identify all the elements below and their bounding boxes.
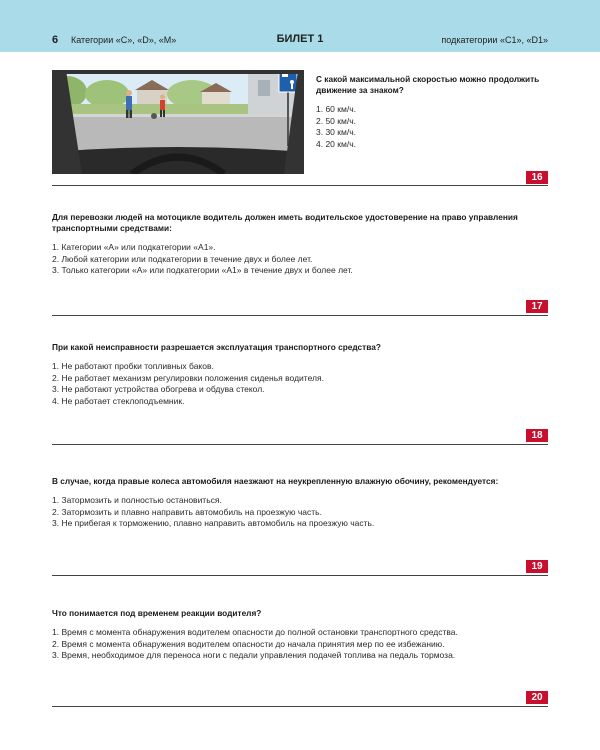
answer-option[interactable]: 1. 60 км/ч. [316,104,356,114]
answer-option[interactable]: 3. Время, необходимое для переноса ноги с педали управления подачей топлива на педаль тормоза. [52,650,456,661]
question-number-badge: 16 [526,171,548,184]
question-17 [52,212,548,277]
question-17-text: Для перевозки людей на мотоцикле водитель должен иметь водительское удостоверение на право управления транспортными средствами: [52,212,518,233]
question-17-answers [52,242,548,277]
question-number-badge: 20 [526,691,548,704]
question-18-answers [52,361,548,407]
question-number-badge: 17 [526,300,548,313]
question-20-text: Что понимается под временем реакции водителя? [52,608,262,618]
question-19-text: В случае, когда правые колеса автомобиля наезжают на неукрепленную влажную обочину, рекомендуется: [52,476,499,486]
answer-option[interactable]: 2. Затормозить и плавно направить автомобиль на проезжую часть. [52,506,322,517]
question-number-badge: 18 [526,429,548,442]
divider [52,575,548,576]
page-number: 6 [52,34,59,46]
question-18-text: При какой неисправности разрешается эксплуатация транспортного средства? [52,342,381,352]
answer-option[interactable]: 2. 50 км/ч. [316,115,356,126]
header-subcategories: подкатегории «С1», «D1» [441,35,548,45]
answer-option[interactable]: 3. 30 км/ч. [316,127,356,138]
question-16 [316,74,548,150]
question-19-answers [52,495,548,530]
answer-option[interactable]: 1. Время с момента обнаружения водителем опасности до полной остановки транспортного средства. [52,627,458,637]
answer-option[interactable]: 2. Не работает механизм регулировки положения сиденья водителя. [52,372,324,383]
divider [52,706,548,707]
answer-option[interactable]: 3. Не работают устройства обогрева и обдува стекол. [52,384,265,395]
question-19 [52,476,548,530]
question-16-illustration [52,70,304,174]
answer-option[interactable]: 3. Не прибегая к торможению, плавно направить автомобиль на проезжую часть. [52,518,375,529]
divider [52,185,548,186]
answer-option[interactable]: 1. Затормозить и полностью остановиться. [52,495,222,505]
answer-option[interactable]: 4. 20 км/ч. [316,138,356,149]
question-20 [52,608,548,662]
answer-option[interactable]: 2. Любой категории или подкатегории в течение двух и более лет. [52,253,313,264]
header-categories: Категории «С», «D», «M» [71,35,177,45]
answer-option[interactable]: 2. Время с момента обнаружения водителем опасности до начала принятия мер по ее избежанию. [52,638,445,649]
question-16-answers [316,104,548,150]
question-number-badge: 19 [526,560,548,573]
page-header [0,0,600,52]
answer-option[interactable]: 1. Категории «А» или подкатегории «А1». [52,242,216,252]
question-18 [52,342,548,407]
question-16-text: С какой максимальной скоростью можно продолжить движение за знаком? [316,74,540,95]
answer-option[interactable]: 1. Не работают пробки топливных баков. [52,361,214,371]
divider [52,315,548,316]
divider [52,444,548,445]
question-20-answers [52,627,548,662]
ticket-title: БИЛЕТ 1 [276,33,324,45]
road-scene-image [52,70,304,174]
answer-option[interactable]: 4. Не работает стеклоподъемник. [52,395,185,406]
answer-option[interactable]: 3. Только категории «А» или подкатегории «А1» в течение двух и более лет. [52,265,353,276]
